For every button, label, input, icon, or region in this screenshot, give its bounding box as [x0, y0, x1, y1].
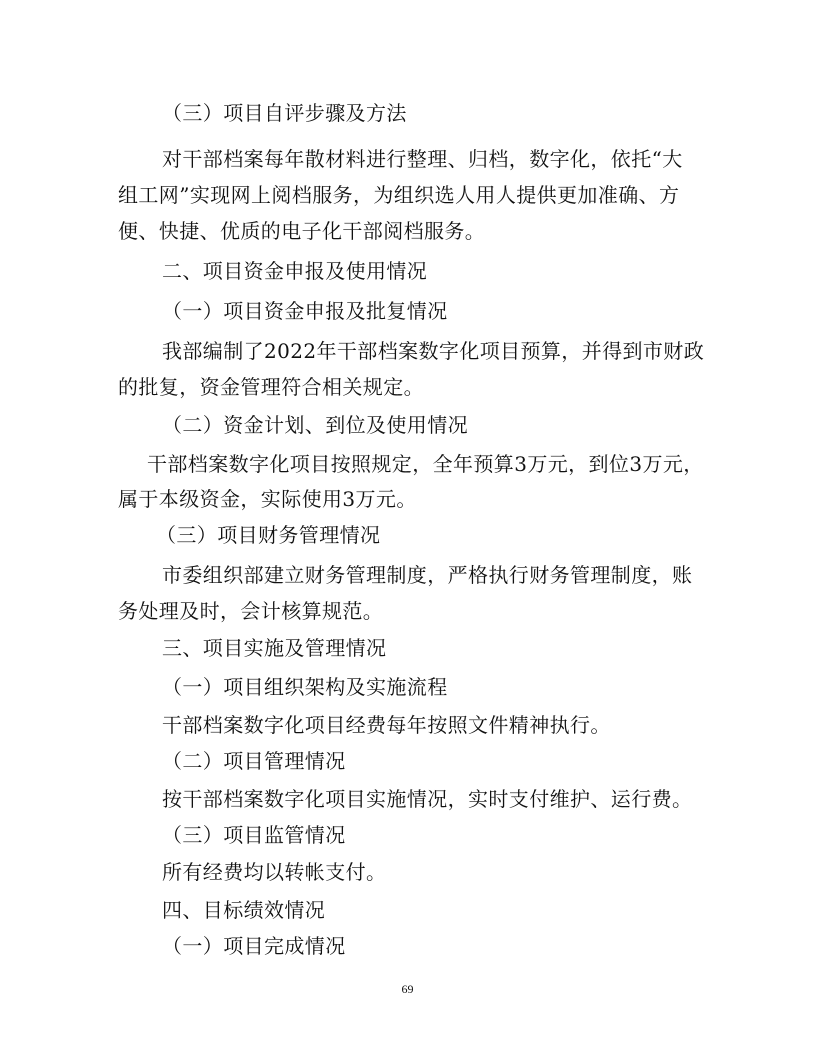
paragraph-line: 所有经费均以转帐支付。	[162, 860, 387, 884]
paragraph-line: 市委组织部建立财务管理制度，严格执行财务管理制度，账	[162, 563, 693, 587]
subheading-organization: （一）项目组织架构及实施流程	[162, 675, 448, 699]
paragraph-line: 按干部档案数字化项目实施情况，实时支付维护、运行费。	[162, 787, 693, 811]
subheading-funding-approval: （一）项目资金申报及批复情况	[162, 299, 448, 323]
page-number: 69	[401, 982, 414, 996]
paragraph-line: 对干部档案每年散材料进行整理、归档，数字化，依托“大	[162, 147, 683, 171]
subheading-fund-plan: （二）资金计划、到位及使用情况	[162, 413, 468, 437]
paragraph-line: 属于本级资金，实际使用3万元。	[118, 487, 417, 511]
subheading-project-management: （二）项目管理情况	[162, 749, 346, 773]
paragraph-line: 务处理及时，会计核算规范。	[118, 599, 384, 623]
section-heading-funding: 二、项目资金申报及使用情况	[162, 259, 428, 283]
subheading-completion: （一）项目完成情况	[162, 934, 346, 958]
section-heading-performance: 四、目标绩效情况	[162, 898, 326, 922]
paragraph-line: 的批复，资金管理符合相关规定。	[118, 375, 424, 399]
paragraph-line: 干部档案数字化项目按照规定，全年预算3万元，到位3万元，	[147, 452, 704, 476]
subheading-supervision: （三）项目监管情况	[162, 823, 346, 847]
paragraph-line: 我部编制了2022年干部档案数字化项目预算，并得到市财政	[162, 339, 705, 363]
section-heading-implementation: 三、项目实施及管理情况	[162, 636, 387, 660]
subheading-financial-management: （三）项目财务管理情况	[156, 523, 381, 547]
paragraph-line: 干部档案数字化项目经费每年按照文件精神执行。	[162, 713, 611, 737]
paragraph-line: 便、快捷、优质的电子化干部阅档服务。	[118, 219, 486, 243]
paragraph-line: 组工网”实现网上阅档服务，为组织选人用人提供更加准确、方	[118, 183, 680, 207]
heading-self-evaluation-steps: （三）项目自评步骤及方法	[162, 101, 407, 125]
